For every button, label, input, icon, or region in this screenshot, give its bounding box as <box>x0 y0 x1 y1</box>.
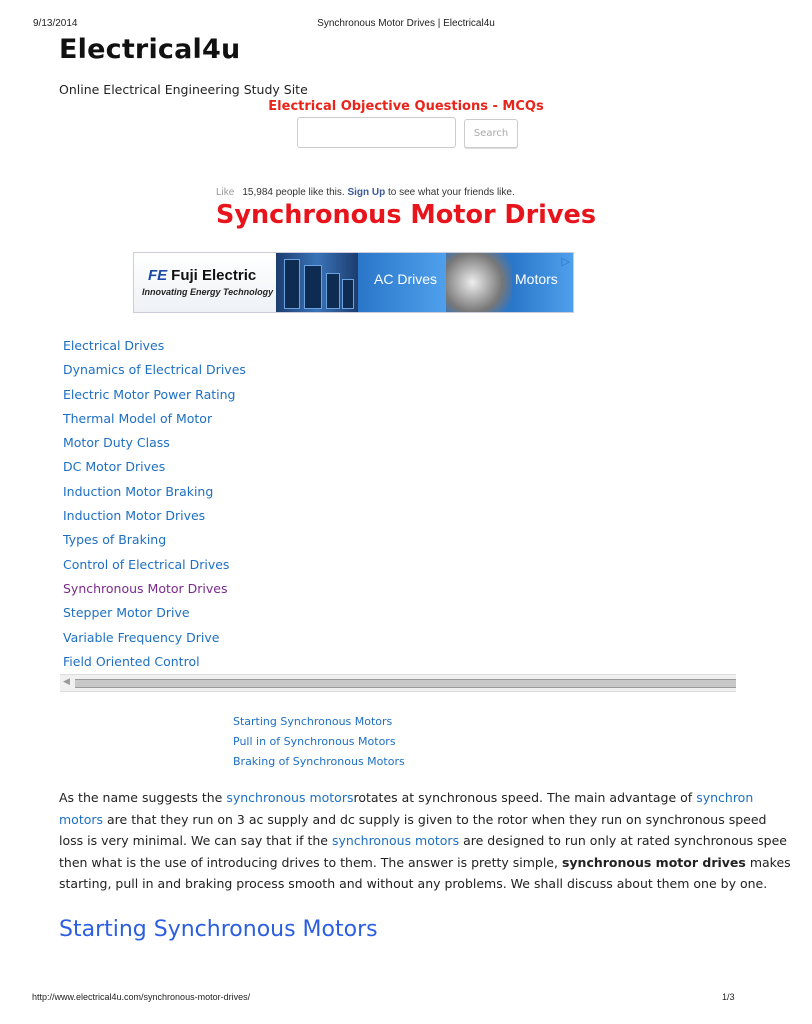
nav-item[interactable]: Dynamics of Electrical Drives <box>63 362 246 378</box>
print-title: Synchronous Motor Drives | Electrical4u <box>317 18 495 29</box>
section-heading: Starting Synchronous Motors <box>59 917 378 942</box>
nav-item[interactable]: Thermal Model of Motor <box>63 410 213 426</box>
search-input[interactable] <box>297 117 456 148</box>
table-of-contents <box>233 714 405 774</box>
fuji-electric-logo <box>148 267 256 284</box>
nav-item[interactable]: DC Motor Drives <box>63 459 166 475</box>
fuji-logo-icon: FE <box>148 267 168 284</box>
search-button[interactable]: Search <box>464 119 518 148</box>
page-title: Synchronous Motor Drives <box>215 200 597 230</box>
like-button[interactable]: Like <box>216 187 235 198</box>
like-count: 15,984 people like this. <box>242 187 345 198</box>
ad-banner[interactable] <box>133 252 574 313</box>
bold-term: synchronous motor drives <box>561 854 746 870</box>
site-tagline: Online Electrical Engineering Study Site <box>59 82 308 97</box>
nav-item[interactable]: Variable Frequency Drive <box>63 629 220 645</box>
nav-item[interactable]: Induction Motor Drives <box>63 508 206 524</box>
nav-item[interactable]: Stepper Motor Drive <box>63 605 190 621</box>
synchronous-motors-link[interactable]: motors <box>59 811 104 827</box>
facebook-like-widget <box>216 187 515 198</box>
ad-slogan: Innovating Energy Technology <box>142 287 274 297</box>
like-suffix: to see what your friends like. <box>388 187 515 198</box>
scroll-left-icon[interactable]: ◀ <box>63 677 70 687</box>
nav-item[interactable]: Field Oriented Control <box>63 653 200 669</box>
scrollbar-thumb[interactable] <box>75 679 736 688</box>
mcq-link[interactable]: Electrical Objective Questions - MCQs <box>268 99 544 114</box>
related-topics-nav <box>63 337 246 677</box>
nav-item[interactable]: Motor Duty Class <box>63 435 170 451</box>
drives-image <box>276 253 358 312</box>
nav-item[interactable]: Induction Motor Braking <box>63 483 214 499</box>
toc-item[interactable]: Starting Synchronous Motors <box>233 715 393 728</box>
ad-brand: Fuji Electric <box>171 267 257 284</box>
nav-item[interactable]: Electrical Drives <box>63 338 165 353</box>
adchoices-icon[interactable]: ▷ <box>561 255 570 268</box>
print-url: http://www.electrical4u.com/synchronous-motor-drives/ <box>32 992 251 1002</box>
ad-ac-drives: AC Drives <box>374 271 438 287</box>
print-page-number: 1/3 <box>722 992 735 1002</box>
print-date: 9/13/2014 <box>33 18 78 29</box>
nav-item[interactable]: Electric Motor Power Rating <box>63 386 236 402</box>
nav-item-current[interactable]: Synchronous Motor Drives <box>63 580 228 596</box>
nav-item[interactable]: Types of Braking <box>63 532 167 548</box>
intro-paragraph: As the name suggests the synchronous motorsrotates at synchronous speed. The main advantage of synchron motors are that they run on 3 ac supply and dc supply is given to the rotor when they run on synchronous speed loss is very minimal. We can say that if the synchronous motors are designed to run only at rated synchronous spee then what is the use of introducing drives to them. The answer is pretty simple, synchronous motor drives makes starting, pull in and braking process smooth and without any problems. We shall discuss about them one by one. <box>59 790 791 891</box>
nav-item[interactable]: Control of Electrical Drives <box>63 556 230 572</box>
synchronous-motors-link[interactable]: synchronous motors <box>331 833 460 848</box>
horizontal-scrollbar[interactable] <box>60 674 736 692</box>
signup-link[interactable]: Sign Up <box>347 187 386 198</box>
ad-motors: Motors <box>515 271 558 287</box>
site-logo[interactable]: Electrical4u <box>59 34 241 65</box>
synchronous-motors-link[interactable]: synchronous motors <box>226 790 354 805</box>
synchronous-motors-link[interactable]: synchron <box>696 790 754 805</box>
toc-item[interactable]: Pull in of Synchronous Motors <box>233 735 396 748</box>
toc-item[interactable]: Braking of Synchronous Motors <box>233 755 405 768</box>
motor-image <box>446 253 512 312</box>
